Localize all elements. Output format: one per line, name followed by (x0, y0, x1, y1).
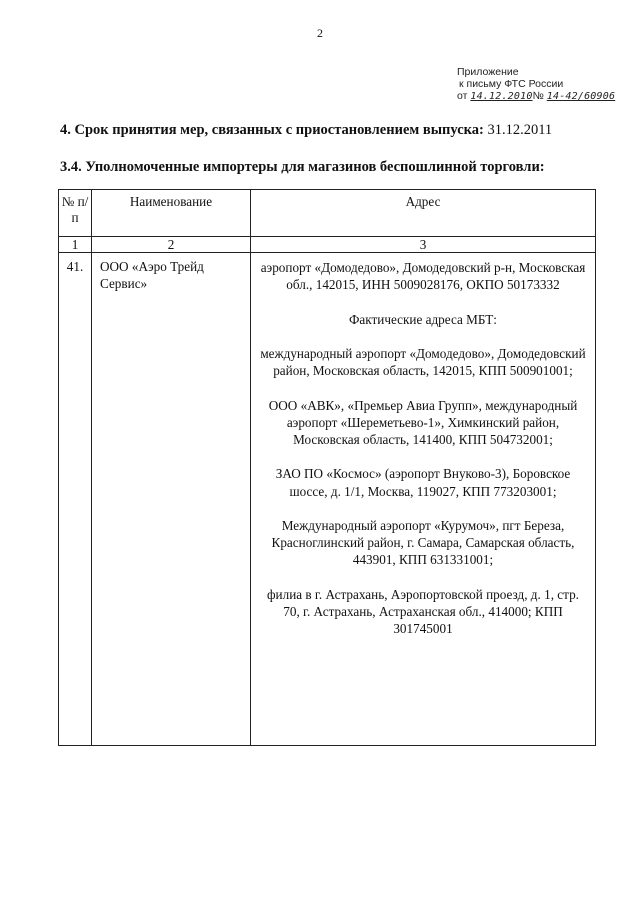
address-actual-heading: Фактические адреса МБТ: (349, 311, 497, 327)
header-number: № п/п (59, 190, 92, 237)
column-number-2: 2 (92, 237, 251, 253)
header-address: Адрес (251, 190, 596, 237)
company-name: ООО «Аэро Трейд Сервис» (92, 253, 251, 746)
address-cell (251, 253, 596, 746)
importers-table (58, 189, 596, 746)
row-number: 41. (59, 253, 92, 746)
appendix-title: Приложение (457, 66, 519, 78)
table-row (59, 253, 596, 746)
section-4-text: 4. Срок принятия мер, связанных с приостановлением выпуска: (60, 122, 484, 138)
handwritten-number: 14-42/60906 (546, 91, 616, 102)
section-4-heading (60, 122, 552, 139)
appendix-letter-ref: к письму ФТС России (459, 78, 564, 90)
address-astrakhan: филиа в г. Астрахань, Аэропортовской проезд, д. 1, стр. 70, г. Астрахань, Астраханская обл., 414000; КПП 301745001 (267, 586, 579, 637)
appendix-stamp (457, 66, 615, 103)
address-sheremetyevo: ООО «АВК», «Премьер Авиа Групп», международный аэропорт «Шереметьево-1», Химкинский район, Московская область, 141400, КПП 504732001; (268, 397, 578, 447)
column-number-1: 1 (59, 237, 92, 253)
handwritten-date: 14.12.2010 (470, 91, 533, 102)
column-number-row (59, 237, 596, 253)
address-vnukovo: ЗАО ПО «Космос» (аэропорт Внуково-3), Боровское шоссе, д. 1/1, Москва, 119027, КПП 773203001; (275, 466, 571, 499)
page-number: 2 (317, 26, 323, 40)
number-prefix: № (532, 90, 544, 102)
header-name: Наименование (92, 190, 251, 237)
from-prefix: от (457, 90, 468, 102)
section-4-date: 31.12.2011 (487, 122, 553, 138)
appendix-date-number (457, 90, 615, 103)
address-kurumoch: Международный аэропорт «Курумоч», пгт Береза, Красноглинский район, г. Самара, Самарская область, 443901, КПП 631331001; (271, 517, 575, 568)
address-main: аэропорт «Домодедово», Домодедовский р-н, Московская обл., 142015, ИНН 5009028176, ОКПО 50173332 (260, 260, 586, 293)
column-number-3: 3 (251, 237, 596, 253)
address-domodedovo: международный аэропорт «Домодедово», Домодедовский район, Московская область, 142015, КПП 500901001; (260, 345, 586, 379)
table-header-row (59, 190, 596, 237)
section-3-4-heading: 3.4. Уполномоченные импортеры для магазинов беспошлинной торговли: (60, 159, 545, 175)
